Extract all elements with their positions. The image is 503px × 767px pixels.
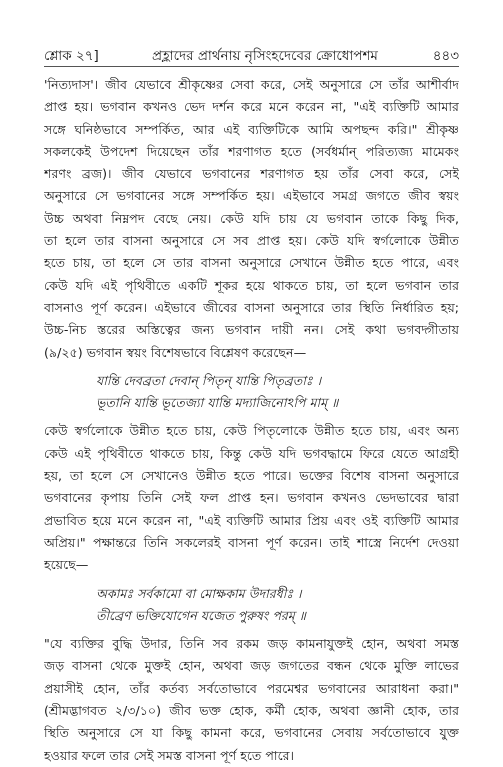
text-line: (৯/২৫) ভগবান স্বয়ং বিশেষভাবে বিশ্লেষণ করেছেন— xyxy=(44,344,307,360)
page-number: ৪৪৩ xyxy=(432,48,459,64)
text-line: প্রয়াসীই হোন, তাঁর কর্তব্য সর্বতোভাবে পরমেশ্বর ভগবানের আরাধনা করা।" xyxy=(44,680,459,696)
purport-paragraph-3 xyxy=(44,633,459,767)
sanskrit-verse-1 xyxy=(44,370,459,415)
purport-paragraph-1 xyxy=(44,74,459,364)
running-header xyxy=(44,46,459,66)
verse-reference: শ্লোক ২৭] xyxy=(44,48,99,64)
text-line: প্রাপ্ত হয়। ভগবান কখনও ভেদ দর্শন করে মনে করেন না, "এই ব্যক্তিটি আমার xyxy=(44,99,459,115)
text-line: 'নিত্যদাস'। জীব যেভাবে শ্রীকৃষ্ণের সেবা করে, সেই অনুসারে সে তাঁর আশীর্বাদ xyxy=(44,77,459,92)
chapter-title: প্রহ্লাদের প্রার্থনায় নৃসিংহদেবের ক্রোধোপশম xyxy=(152,48,378,64)
text-line: হতে চায়, তা হলে সে তার বাসনা অনুসারে সেখানে উন্নীত হতে পারে, এবং xyxy=(44,255,459,271)
sanskrit-verse-2 xyxy=(44,583,459,628)
page-body xyxy=(44,74,459,767)
text-line: ভগবানের কৃপায় তিনি সেই ফল প্রাপ্ত হন। ভগবান কখনও ভেদভাবের দ্বারা xyxy=(44,490,459,506)
text-line: জড় বাসনা থেকে মুক্তই হোন, অথবা জড় জগতের বন্ধন থেকে মুক্তি লাভের xyxy=(44,658,459,674)
text-line: "যে ব্যক্তির বুদ্ধি উদার, তিনি সব রকম জড় কামনাযুক্তই হোন, অথবা সমস্ত xyxy=(44,636,459,652)
text-line: হয়েছে— xyxy=(44,557,89,573)
text-line: হয়, তা হলে সে সেখানেও উন্নীত হতে পারে। ভক্তের বিশেষ বাসনা অনুসারে xyxy=(44,468,459,484)
verse-line: অকামঃ সর্বকামো বা মোক্ষকাম উদারধীঃ । xyxy=(96,585,302,601)
text-line: কেউ যদি এই পৃথিবীতে একটি শূকর হয়ে থাকতে চায়, তা হলে ভগবান তার xyxy=(44,277,459,293)
text-line: (শ্রীমদ্ভাগবত ২/৩/১০) জীব ভক্ত হোক, কর্মী হোক, অথবা জ্ঞানী হোক, তার xyxy=(44,703,459,719)
text-line: শরণং ব্রজ)। জীব যেভাবে ভগবানের শরণাগত হয় তাঁর সেবা করে, সেই xyxy=(44,166,459,182)
header-rule xyxy=(44,66,459,67)
text-line: অপ্রিয়।" পক্ষান্তরে তিনি সকলেরই বাসনা পূর্ণ করেন। তাই শাস্ত্রে নির্দেশ দেওয়া xyxy=(44,534,459,550)
text-line: উচ্চ অথবা নিম্নপদ বেছে নেয়। কেউ যদি চায় যে ভগবান তাকে কিছু দিক, xyxy=(44,210,459,226)
text-line: স্থিতি অনুসারে সে যা কিছু কামনা করে, ভগবানের সেবায় সর্বতোভাবে যুক্ত xyxy=(44,725,459,741)
text-line: সকলকেই উপদেশ দিয়েছেন তাঁর শরণাগত হতে (সর্বধর্মান্ পরিত্যজ্য মামেকং xyxy=(44,143,459,159)
verse-line: ভূতানি যান্তি ভূতেজ্যা যান্তি মদ্যাজিনোঽপি মাম্ ॥ xyxy=(96,395,339,411)
text-line: হওয়ার ফলে তার সেই সমস্ত বাসনা পূর্ণ হতে পারে। xyxy=(44,747,295,763)
text-line: কেউ স্বর্গলোকে উন্নীত হতে চায়, কেউ পিতৃলোকে উন্নীত হতে চায়, এবং অন্য xyxy=(44,423,459,439)
purport-paragraph-2 xyxy=(44,420,459,576)
text-line: তা হলে তার বাসনা অনুসারে সে সব প্রাপ্ত হয়। কেউ যদি স্বর্গলোকে উন্নীত xyxy=(44,233,459,249)
text-line: বাসনাও পূর্ণ করেন। এইভাবে জীবের বাসনা অনুসারে তার স্থিতি নির্ধারিত হয়; xyxy=(44,299,459,315)
verse-line: যান্তি দেবব্রতা দেবান্ পিতৃন্ যান্তি পিতৃব্রতাঃ । xyxy=(96,372,322,388)
text-line: উচ্চ-নিচ স্তরের অস্তিত্বের জন্য ভগবান দায়ী নন। সেই কথা ভগবদ্গীতায় xyxy=(44,322,459,338)
verse-line: তীব্রেণ ভক্তিযোগেন যজেত পুরুষং পরম্ ॥ xyxy=(96,607,306,623)
text-line: সঙ্গে ঘনিষ্ঠভাবে সম্পর্কিত, আর এই ব্যক্তিটিকে আমি অপছন্দ করি।" শ্রীকৃষ্ণ xyxy=(44,121,459,137)
text-line: কেউ এই পৃথিবীতে থাকতে চায়, কিন্তু কেউ যদি ভগবদ্ধামে ফিরে যেতে আগ্রহী xyxy=(44,445,459,461)
text-line: প্রভাবিত হয়ে মনে করেন না, "এই ব্যক্তিটি আমার প্রিয় এবং ওই ব্যক্তিটি আমার xyxy=(44,512,459,528)
text-line: অনুসারে সে ভগবানের সঙ্গে সম্পর্কিত হয়। এইভাবে সমগ্র জগতে জীব স্বয়ং xyxy=(44,188,459,204)
